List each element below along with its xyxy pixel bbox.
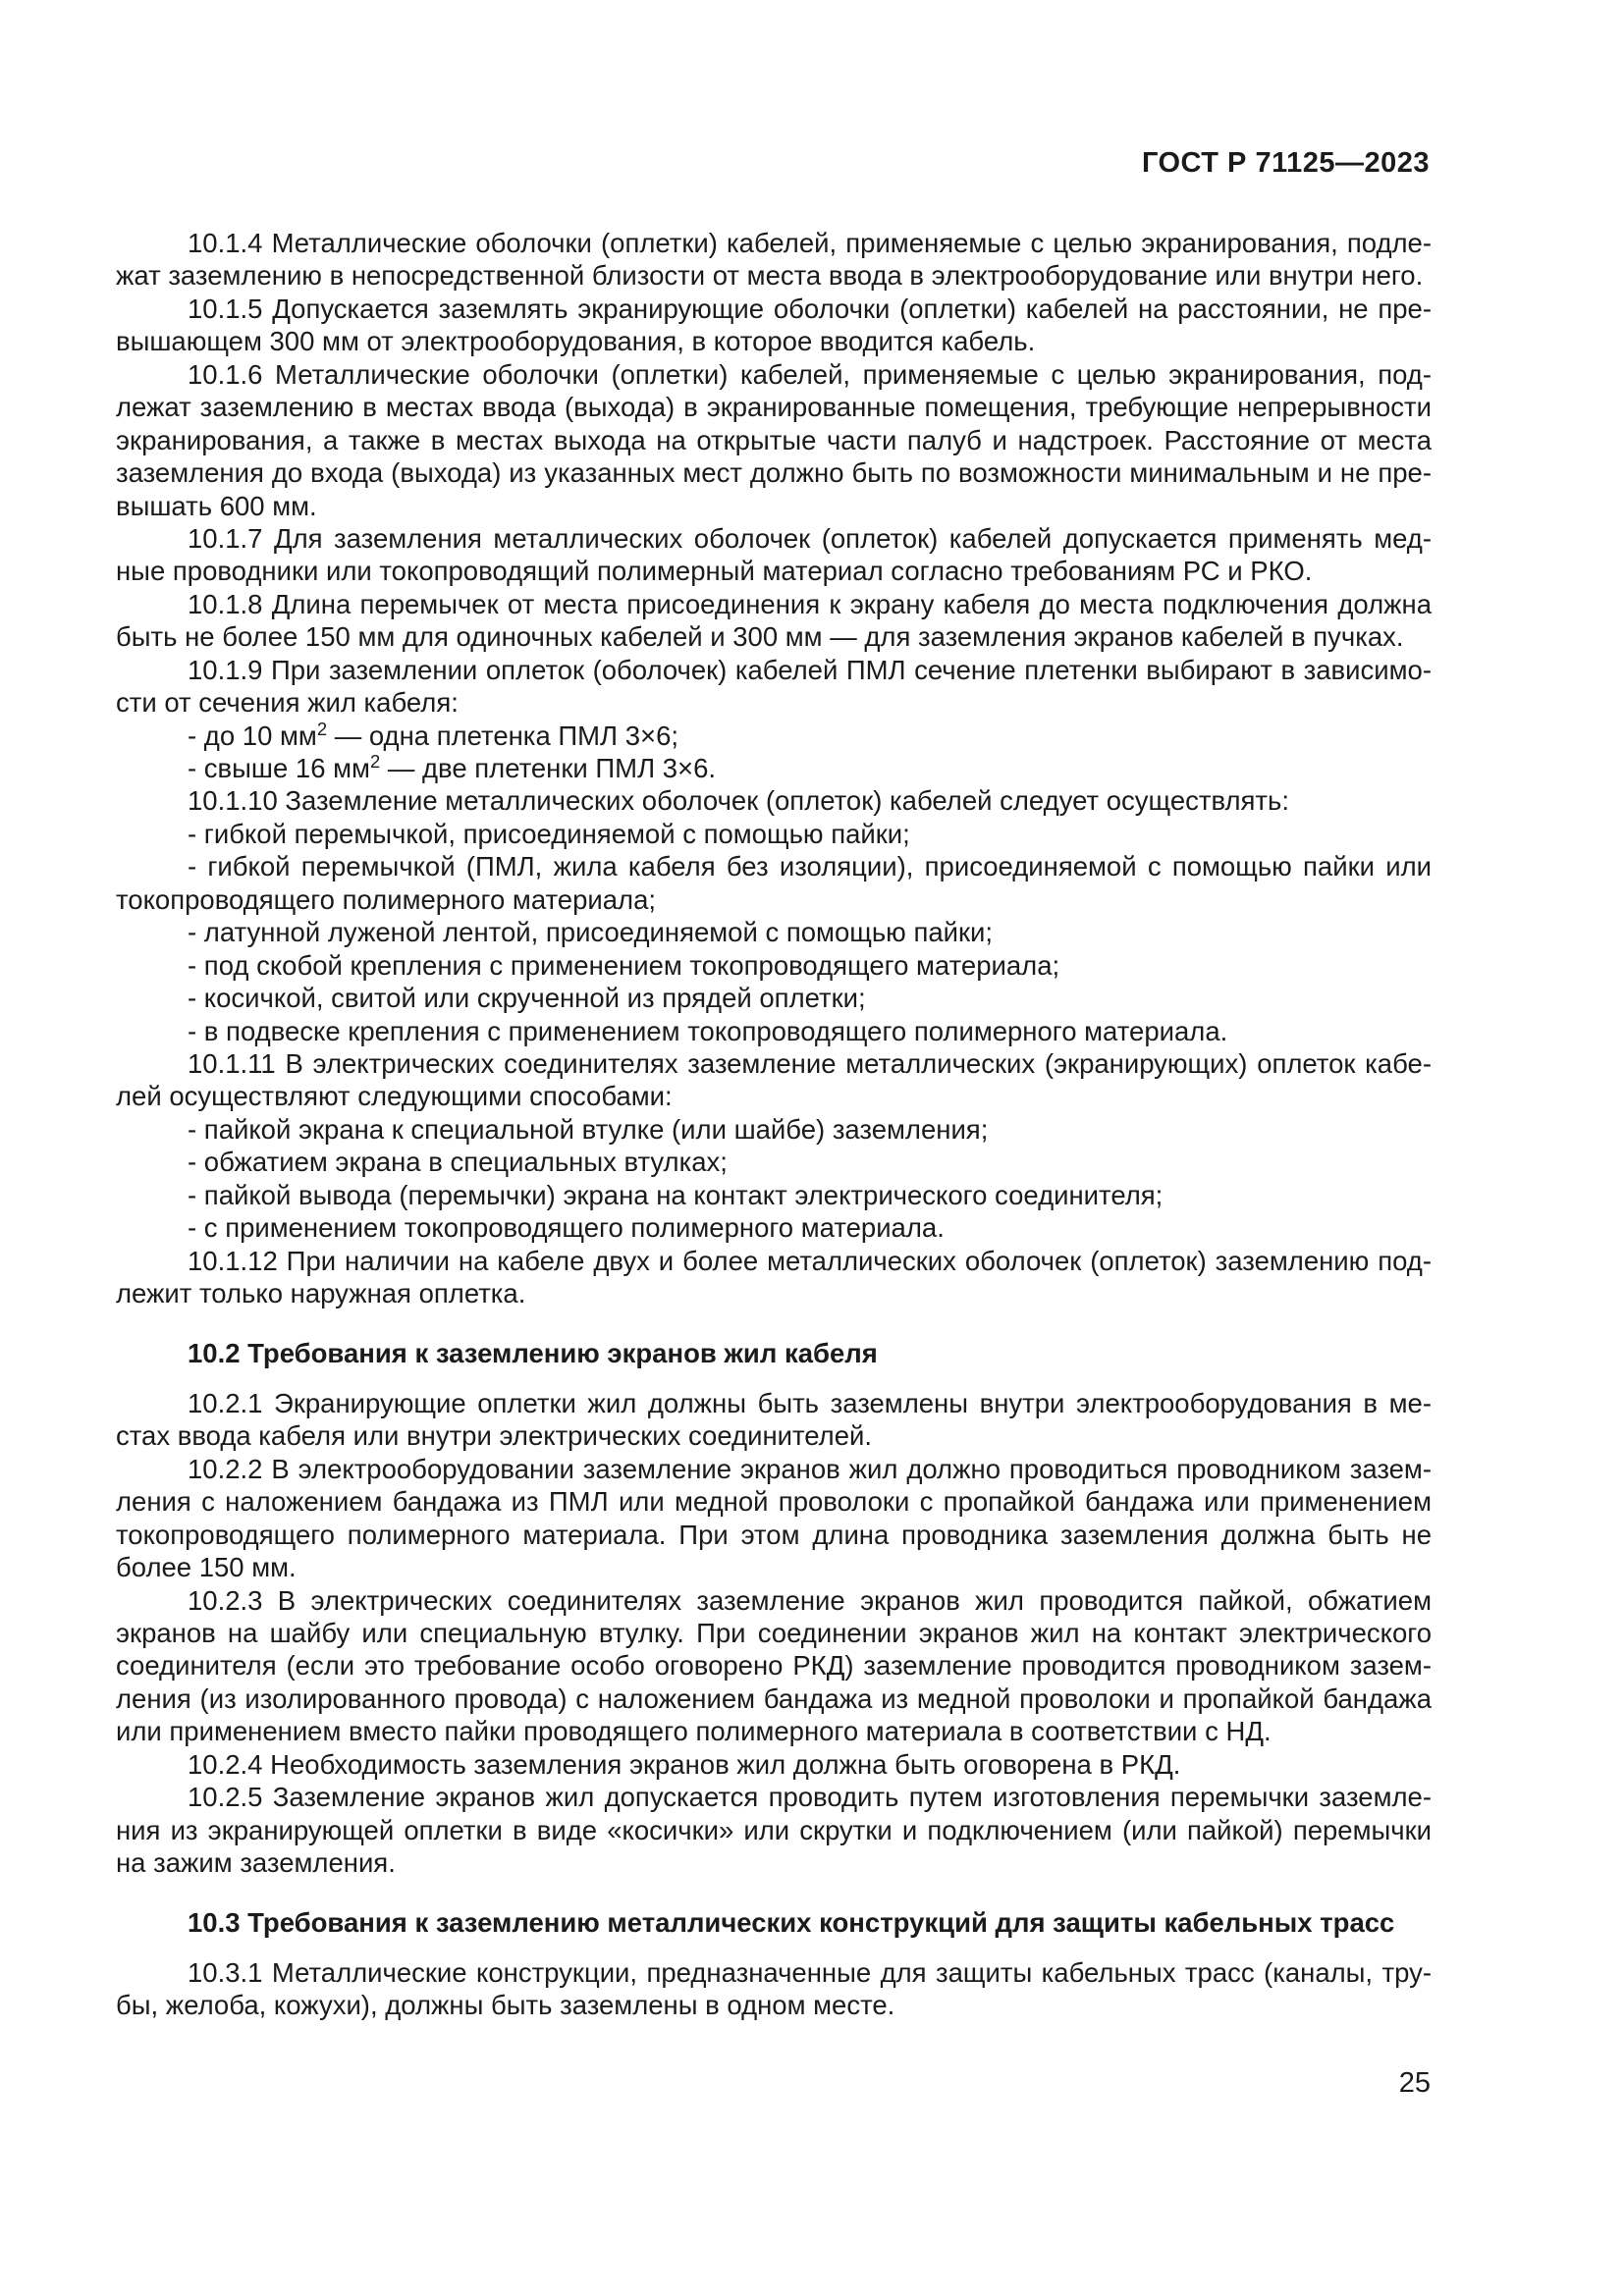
paragraph	[116, 1748, 1432, 1781]
superscript: 2	[369, 752, 381, 772]
text-line: лежит только наружная оплетка.	[116, 1278, 526, 1308]
text-line: экранов на шайбу или специальную втулку. При соединении экранов жил на контакт электрического	[116, 1617, 1432, 1648]
text-line: - гибкой перемычкой, присоединяемой с помощью пайки;	[188, 818, 910, 849]
paragraph	[116, 1211, 1432, 1244]
text-line: ления (из изолированного провода) с наложением бандажа из медной проволоки и пропайкой бандажа	[116, 1682, 1432, 1714]
doc-code-header: ГОСТ Р 71125—2023	[1141, 147, 1430, 179]
text-line: заземления до входа (выхода) из указанных мест должно быть по возможности минимальным и не пре-	[116, 457, 1432, 489]
paragraph	[116, 358, 1432, 522]
text-line: ния из экранирующей оплетки в виде «косички» или скрутки и подключением (или пайкой) перемычки	[116, 1814, 1432, 1845]
text-line: 10.2.3 В электрических соединителях заземление экранов жил проводится пайкой, обжатием	[188, 1584, 1432, 1616]
text-line: - до 10 $мм^2$ — одна плетенка ПМЛ 3×6;	[188, 719, 679, 751]
text-line: - латунной луженой лентой, присоединяемой с помощью пайки;	[188, 917, 994, 948]
text-line: 10.1.7 Для заземления металлических оболочек (оплеток) кабелей допускается применять мед-	[188, 522, 1432, 554]
paragraph	[116, 1453, 1432, 1584]
paragraph	[116, 1781, 1432, 1879]
paragraph	[116, 522, 1432, 588]
paragraph	[116, 818, 1432, 850]
text-line: 10.2.2 В электрооборудовании заземление экранов жил должно проводиться проводником зазем-	[188, 1453, 1432, 1484]
text-line: 10.2.1 Экранирующие оплетки жил должны быть заземлены внутри электрооборудования в ме-	[188, 1387, 1432, 1418]
section-heading	[116, 1906, 1432, 1939]
paragraph	[116, 850, 1432, 916]
text-line: 10.1.4 Металлические оболочки (оплетки) кабелей, применяемые с целью экранирования, подле-	[188, 228, 1432, 258]
text-line: ления с наложением бандажа из ПМЛ или медной проволоки с пропайкой бандажа или применением	[116, 1486, 1432, 1518]
text-line: быть не более 150 мм для одиночных кабелей и 300 мм — для заземления экранов кабелей в пучках.	[116, 621, 1404, 653]
text-line: - с применением токопроводящего полимерного материала.	[188, 1212, 945, 1244]
text-line: - гибкой перемычкой (ПМЛ, жила кабеля без изоляции), присоединяемой с помощью пайки или	[188, 851, 1432, 882]
text-line: 10.1.12 При наличии на кабеле двух и более металлических оболочек (оплеток) заземлению под-	[188, 1245, 1432, 1276]
text-line: - косичкой, свитой или скрученной из прядей оплетки;	[188, 983, 866, 1014]
paragraph	[116, 784, 1432, 817]
text-line: - в подвеске крепления с применением токопроводящего полимерного материала.	[188, 1015, 1228, 1046]
text-line: вышать 600 мм.	[116, 490, 317, 521]
text-line: экранирования, а также в местах выхода на открытые части палуб и надстроек. Расстояние от места	[116, 424, 1432, 455]
superscript: 2	[316, 719, 328, 739]
text-line: 10.2 Требования к заземлению экранов жил кабеля	[188, 1338, 878, 1369]
paragraph	[116, 1179, 1432, 1211]
text-line: - под скобой крепления с применением токопроводящего материала;	[188, 949, 1060, 981]
text-line: токопроводящего полимерного материала;	[116, 883, 657, 915]
text-line: лей осуществляют следующими способами:	[116, 1081, 673, 1112]
text-line: 10.2.5 Заземление экранов жил допускается проводить путем изготовления перемычки заземле-	[188, 1782, 1432, 1813]
section-heading	[116, 1337, 1432, 1369]
text-line: - пайкой экрана к специальной втулке (или шайбе) заземления;	[188, 1113, 989, 1145]
text-line: ные проводники или токопроводящий полимерный материал согласно требованиям РС и РКО.	[116, 556, 1313, 587]
text-line: или применением вместо пайки проводящего полимерного материала в соответствии с НД.	[116, 1716, 1272, 1747]
text-line: 10.1.6 Металлические оболочки (оплетки) кабелей, применяемые с целью экранирования, под-	[188, 358, 1432, 390]
paragraph	[116, 752, 1432, 784]
text-line: на зажим заземления.	[116, 1847, 396, 1878]
text-line: 10.1.5 Допускается заземлять экранирующие оболочки (оплетки) кабелей на расстоянии, не пре-	[188, 293, 1432, 324]
text-line: 10.1.9 При заземлении оплеток (оболочек) кабелей ПМЛ сечение плетенки выбирают в зависимо-	[188, 654, 1432, 685]
paragraph	[116, 1245, 1432, 1310]
text-line: 10.1.11 В электрических соединителях заземление металлических (экранирующих) оплеток кабе-	[188, 1047, 1432, 1079]
paragraph	[116, 720, 1432, 752]
paragraph	[116, 1146, 1432, 1178]
text-line: лежат заземлению в местах ввода (выхода) в экранированные помещения, требующие непрерывности	[116, 392, 1432, 423]
paragraph	[116, 1113, 1432, 1146]
text-line: более 150 мм.	[116, 1552, 297, 1583]
paragraph	[116, 1584, 1432, 1748]
text-line: стах ввода кабеля или внутри электрических соединителей.	[116, 1420, 872, 1452]
paragraph	[116, 1015, 1432, 1047]
text-line: 10.3.1 Металлические конструкции, предназначенные для защиты кабельных трасс (каналы, тру-	[188, 1956, 1432, 1988]
paragraph	[116, 654, 1432, 720]
text-line: 10.1.10 Заземление металлических оболочек (оплеток) кабелей следует осуществлять:	[188, 785, 1289, 817]
paragraph	[116, 1387, 1432, 1453]
paragraph	[116, 982, 1432, 1014]
document-content	[116, 227, 1432, 2022]
paragraph	[116, 1047, 1432, 1113]
text-line: вышающем 300 мм от электрооборудования, в которое вводится кабель.	[116, 326, 1036, 357]
paragraph	[116, 1956, 1432, 2022]
page-number: 25	[1398, 2067, 1431, 2099]
text-line: бы, желоба, кожухи), должны быть заземлены в одном месте.	[116, 1990, 895, 2021]
text-line: 10.3 Требования к заземлению металлических конструкций для защиты кабельных трасс	[188, 1907, 1395, 1939]
text-line: - свыше 16 $мм^2$ — две плетенки ПМЛ 3×6.	[188, 752, 717, 783]
paragraph	[116, 916, 1432, 948]
text-line: жат заземлению в непосредственной близости от места ввода в электрооборудование или внутри него.	[116, 260, 1424, 292]
text-line: - пайкой вывода (перемычки) экрана на контакт электрического соединителя;	[188, 1179, 1164, 1210]
text-line: 10.2.4 Необходимость заземления экранов жил должна быть оговорена в РКД.	[188, 1748, 1181, 1780]
paragraph	[116, 227, 1432, 293]
text-line: соединителя (если это требование особо оговорено РКД) заземление проводится проводником зазем-	[116, 1650, 1432, 1682]
text-line: сти от сечения жил кабеля:	[116, 687, 459, 719]
paragraph	[116, 588, 1432, 654]
paragraph	[116, 293, 1432, 358]
paragraph	[116, 949, 1432, 982]
text-line: токопроводящего полимерного материала. При этом длина проводника заземления должна быть не	[116, 1519, 1432, 1550]
text-line: 10.1.8 Длина перемычек от места присоединения к экрану кабеля до места подключения должна	[188, 588, 1432, 619]
text-line: - обжатием экрана в специальных втулках;	[188, 1147, 728, 1178]
